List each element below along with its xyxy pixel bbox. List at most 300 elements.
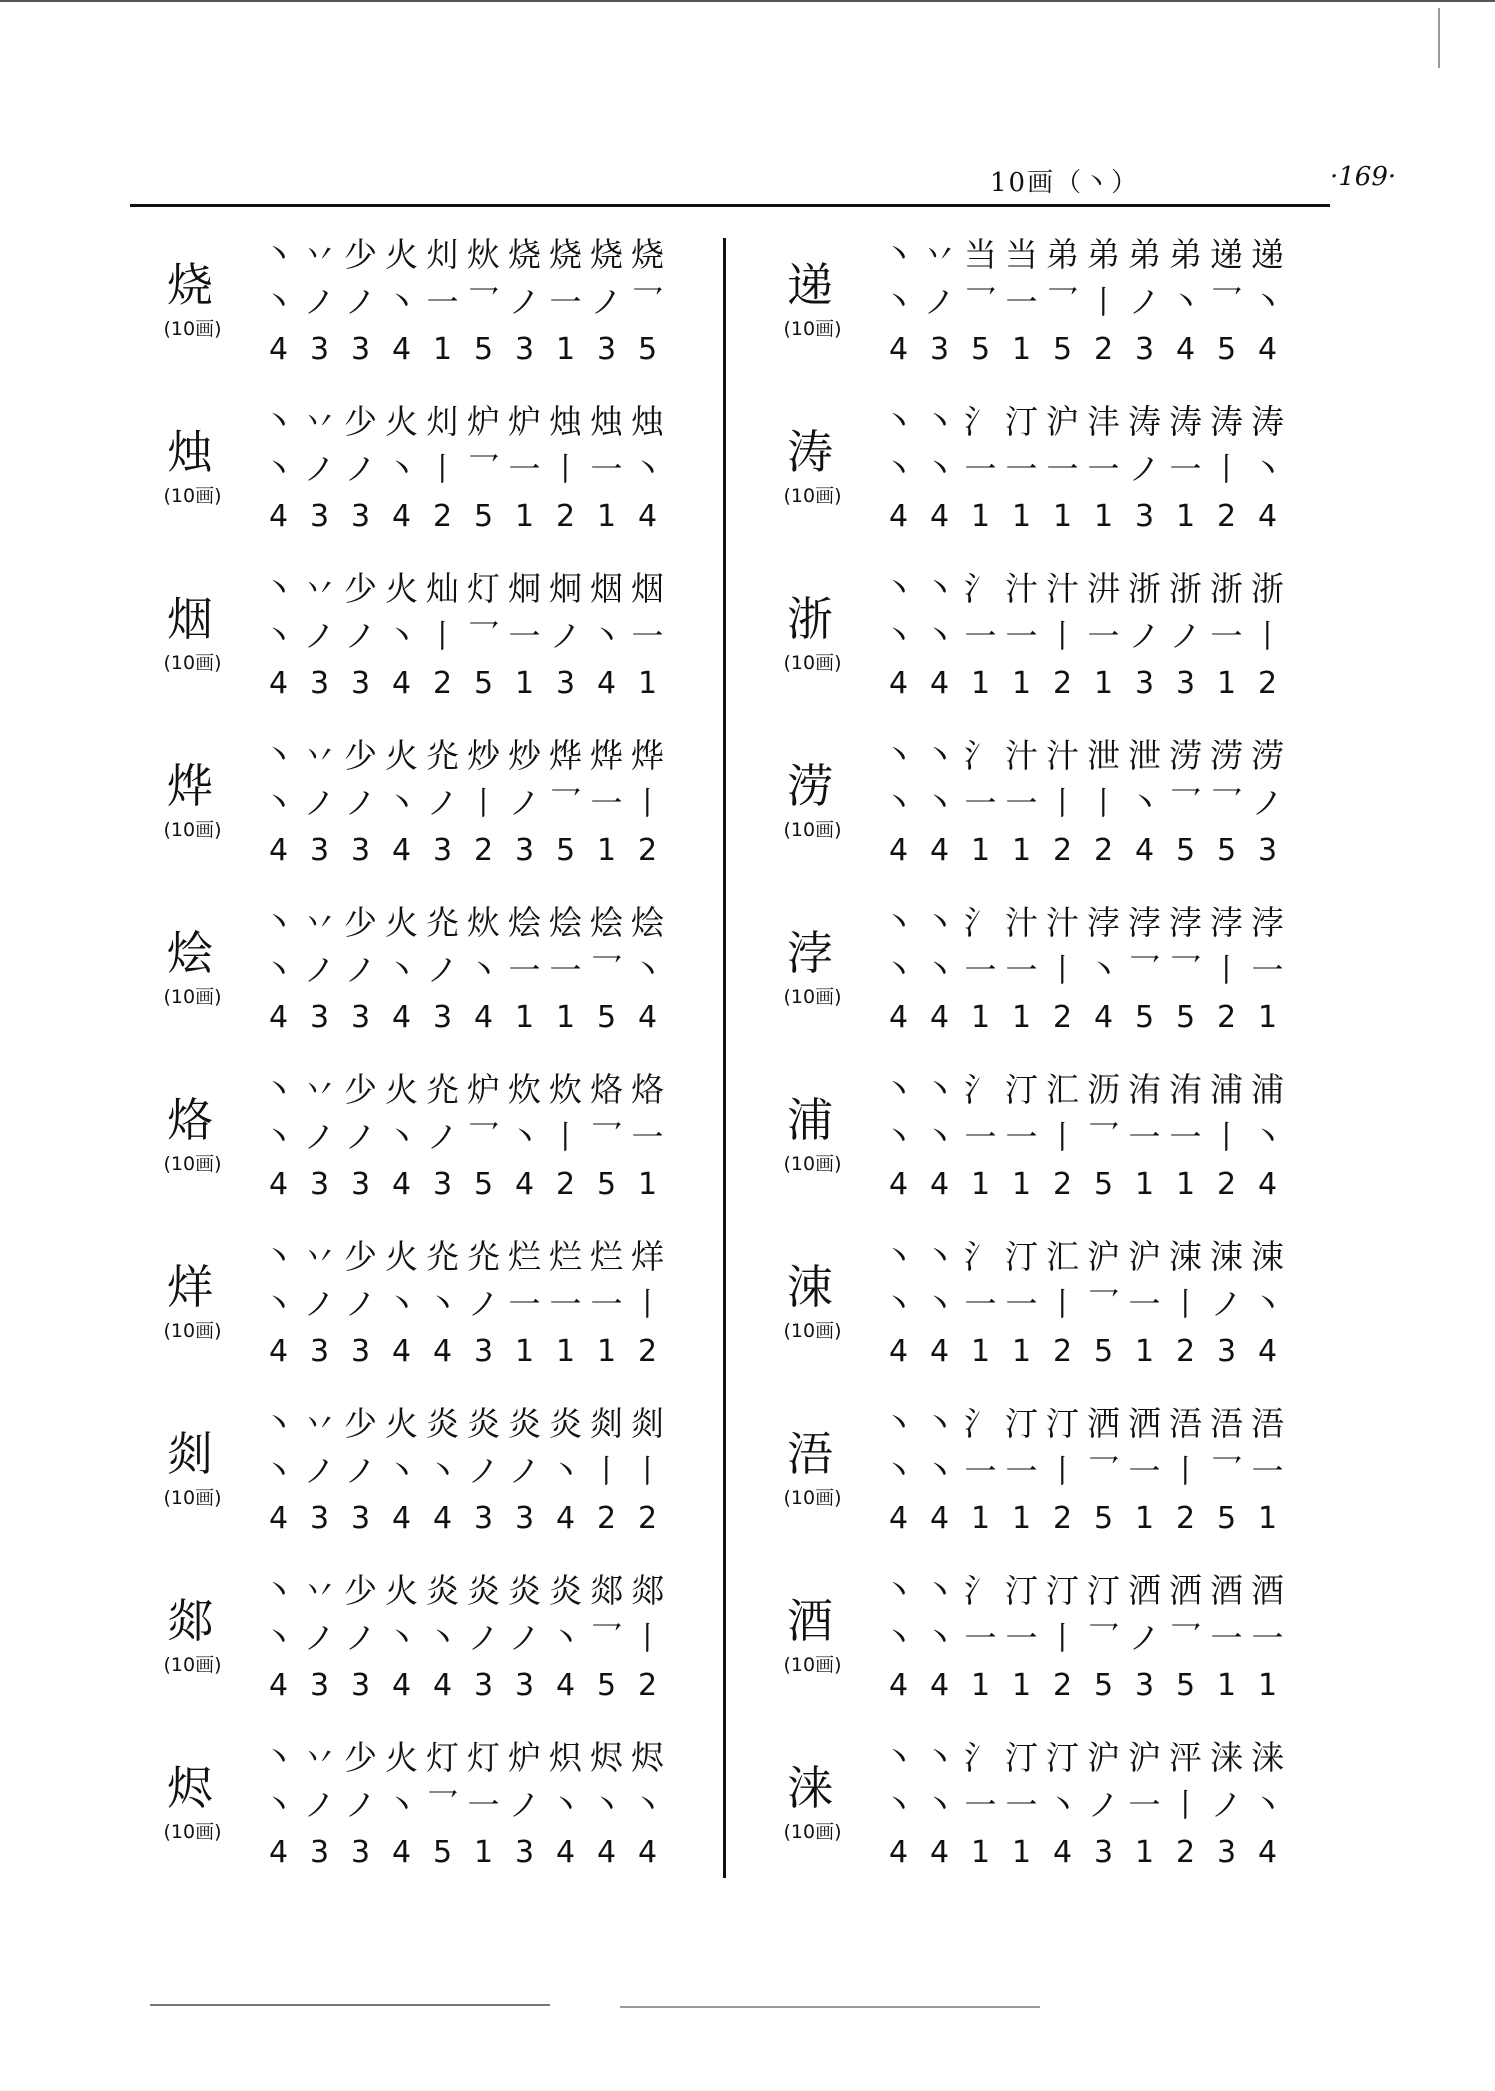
stroke-sequence-step: 烧	[631, 235, 664, 274]
stroke-number: 4	[929, 1334, 950, 1369]
stroke-number: 2	[596, 1501, 617, 1536]
stroke-number: 4	[888, 499, 909, 534]
stroke-shape-row	[258, 1449, 668, 1499]
stroke-shape: ノ	[508, 283, 541, 321]
stroke-number-row	[878, 495, 1288, 545]
entry-character: 涞	[787, 1761, 833, 1815]
stroke-sequence-step: 烩	[631, 903, 664, 942]
stroke-number-row	[878, 1330, 1288, 1380]
stroke-number: 3	[1216, 1835, 1237, 1870]
stroke-sequence-step: 丷	[303, 402, 336, 441]
stroke-shape: 乛	[1210, 1452, 1243, 1490]
stroke-sequence-step: 火	[385, 736, 418, 775]
stroke-shape: 丨	[1210, 450, 1243, 488]
stroke-sequence-step: 灯	[467, 1738, 500, 1777]
stroke-shape: 一	[1005, 1786, 1038, 1824]
stroke-sequence-step: 烨	[590, 736, 623, 775]
stroke-sequence-step: 烨	[631, 736, 664, 775]
stroke-number: 5	[1216, 833, 1237, 868]
stroke-shape: 乛	[467, 617, 500, 655]
entry-character: 烬	[167, 1761, 213, 1815]
stroke-shape: ノ	[1210, 1285, 1243, 1323]
entry-character: 烊	[167, 1260, 213, 1314]
left-column	[140, 222, 700, 1892]
stroke-number-row	[878, 1497, 1288, 1547]
entry-character: 涛	[787, 425, 833, 479]
stroke-sequence-step: 炎	[467, 1571, 500, 1610]
stroke-number: 3	[514, 833, 535, 868]
stroke-shape: ノ	[303, 1619, 336, 1657]
stroke-sequence-step: 沪	[1087, 1738, 1120, 1777]
stroke-shape: 一	[964, 617, 997, 655]
stroke-shape: ノ	[467, 1285, 500, 1323]
entry-character: 递	[787, 258, 833, 312]
stroke-shape: ノ	[1251, 784, 1284, 822]
char-entry	[140, 556, 700, 723]
stroke-sequence-step: 涛	[1210, 402, 1243, 441]
stroke-sequence-step: 烬	[631, 1738, 664, 1777]
stroke-number: 1	[970, 1167, 991, 1202]
stroke-sequence-step: 汁	[1005, 569, 1038, 608]
entry-character: 烨	[167, 759, 213, 813]
stroke-number: 3	[350, 499, 371, 534]
stroke-shape: 一	[549, 951, 582, 989]
stroke-shape: ノ	[344, 1118, 377, 1156]
char-entry	[140, 1391, 700, 1558]
stroke-sequence-row	[878, 399, 1288, 449]
stroke-sequence-step: 火	[385, 1571, 418, 1610]
stroke-sequence-step: 灮	[426, 736, 459, 775]
stroke-sequence-step: 弟	[1128, 235, 1161, 274]
stroke-sequence-step: 浙	[1169, 569, 1202, 608]
stroke-sequence-step: 灲	[426, 402, 459, 441]
stroke-number: 5	[432, 1835, 453, 1870]
stroke-sequence-step: 丶	[882, 903, 915, 942]
stroke-number: 3	[432, 1167, 453, 1202]
stroke-number: 2	[1093, 332, 1114, 367]
stroke-sequence-step: 丶	[923, 1738, 956, 1777]
stroke-count-label: (10画)	[783, 652, 842, 674]
stroke-sequence-step: 汀	[1046, 1571, 1079, 1610]
stroke-count-label: (10画)	[783, 819, 842, 841]
stroke-shape: ノ	[426, 784, 459, 822]
stroke-count-label: (10画)	[163, 485, 222, 507]
stroke-count-label: (10画)	[163, 318, 222, 340]
stroke-sequence-step: 洧	[1128, 1070, 1161, 1109]
stroke-number: 1	[1175, 1167, 1196, 1202]
stroke-sequence-step: 氵	[964, 1571, 997, 1610]
stroke-shape: 丶	[262, 951, 295, 989]
stroke-number: 3	[350, 1835, 371, 1870]
stroke-number: 4	[432, 1668, 453, 1703]
stroke-number: 1	[555, 332, 576, 367]
stroke-shape: 一	[964, 1786, 997, 1824]
stroke-count-label: (10画)	[783, 1654, 842, 1676]
stroke-shape: 丶	[385, 1619, 418, 1657]
stroke-number: 4	[1093, 1000, 1114, 1035]
stroke-shape: 丶	[923, 1285, 956, 1323]
stroke-shape: ノ	[303, 1452, 336, 1490]
stroke-sequence-step: 丶	[882, 1070, 915, 1109]
stroke-number: 1	[1011, 332, 1032, 367]
stroke-shape: 丶	[508, 1118, 541, 1156]
stroke-number: 4	[391, 1167, 412, 1202]
stroke-sequence-step: 烟	[590, 569, 623, 608]
stroke-sequence-step: 涝	[1210, 736, 1243, 775]
stroke-number: 1	[514, 666, 535, 701]
stroke-sequence-step: 氵	[964, 1237, 997, 1276]
stroke-number: 5	[1093, 1668, 1114, 1703]
stroke-shape-row	[878, 280, 1288, 330]
stroke-shape: 乛	[590, 1118, 623, 1156]
stroke-shape: 丶	[385, 784, 418, 822]
stroke-sequence-step: 浦	[1210, 1070, 1243, 1109]
stroke-number: 3	[1134, 499, 1155, 534]
stroke-shape: ノ	[508, 1619, 541, 1657]
stroke-sequence-step: 酒	[1210, 1571, 1243, 1610]
stroke-shape-row	[258, 1115, 668, 1165]
stroke-number: 5	[1093, 1501, 1114, 1536]
stroke-sequence-step: 少	[344, 235, 377, 274]
stroke-shape: 乛	[964, 283, 997, 321]
stroke-shape: 丨	[1046, 1619, 1079, 1657]
stroke-number: 1	[596, 833, 617, 868]
stroke-number: 1	[1216, 666, 1237, 701]
stroke-number: 1	[1134, 1501, 1155, 1536]
stroke-shape: ノ	[1128, 1619, 1161, 1657]
stroke-shape: 一	[1005, 283, 1038, 321]
stroke-shape: ノ	[344, 283, 377, 321]
stroke-shape-row	[258, 447, 668, 497]
stroke-shape: 丶	[882, 951, 915, 989]
stroke-number: 4	[888, 666, 909, 701]
stroke-shape: 丶	[262, 1285, 295, 1323]
stroke-sequence-step: 丶	[882, 1237, 915, 1276]
entry-character: 烙	[167, 1093, 213, 1147]
stroke-shape-row	[878, 948, 1288, 998]
stroke-shape: 一	[964, 450, 997, 488]
stroke-number: 4	[514, 1167, 535, 1202]
stroke-number: 3	[350, 1167, 371, 1202]
stroke-sequence-row	[878, 1735, 1288, 1785]
stroke-number: 2	[1175, 1835, 1196, 1870]
stroke-shape-row	[878, 1282, 1288, 1332]
stroke-sequence-step: 丶	[923, 402, 956, 441]
stroke-shape-row	[878, 1115, 1288, 1165]
stroke-sequence-step: 当	[964, 235, 997, 274]
stroke-number: 1	[1011, 1668, 1032, 1703]
stroke-number: 5	[473, 332, 494, 367]
stroke-sequence-row	[258, 566, 668, 616]
stroke-sequence-step: 涑	[1251, 1237, 1284, 1276]
stroke-sequence-step: 汀	[1005, 1070, 1038, 1109]
stroke-shape: 丶	[385, 617, 418, 655]
right-column	[760, 222, 1320, 1892]
stroke-sequence-step: 炉	[467, 1070, 500, 1109]
stroke-number: 1	[1175, 499, 1196, 534]
stroke-sequence-step: 火	[385, 1404, 418, 1443]
stroke-sequence-step: 少	[344, 1404, 377, 1443]
stroke-sequence-step: 灮	[467, 1237, 500, 1276]
stroke-number: 3	[929, 332, 950, 367]
stroke-sequence-step: 少	[344, 402, 377, 441]
stroke-number: 4	[929, 1167, 950, 1202]
stroke-sequence-step: 丶	[923, 1571, 956, 1610]
stroke-sequence-step: 火	[385, 235, 418, 274]
entry-character: 烟	[167, 592, 213, 646]
stroke-sequence-step: 汁	[1046, 903, 1079, 942]
stroke-sequence-step: 烛	[631, 402, 664, 441]
stroke-shape: 乛	[590, 1619, 623, 1657]
stroke-sequence-step: 丶	[923, 1237, 956, 1276]
stroke-sequence-row	[258, 1568, 668, 1618]
stroke-number: 1	[473, 1835, 494, 1870]
stroke-sequence-step: 丷	[303, 1738, 336, 1777]
stroke-number: 4	[1257, 1835, 1278, 1870]
stroke-shape: 丨	[1046, 1285, 1079, 1323]
stroke-sequence-step: 氵	[964, 736, 997, 775]
stroke-sequence-step: 炊	[549, 1070, 582, 1109]
header-rule	[130, 204, 1330, 207]
stroke-number: 3	[309, 1668, 330, 1703]
stroke-number: 2	[637, 1334, 658, 1369]
stroke-shape: 丶	[1251, 450, 1284, 488]
stroke-number: 1	[1257, 1000, 1278, 1035]
stroke-number-row	[258, 1330, 668, 1380]
stroke-count-label: (10画)	[163, 1654, 222, 1676]
stroke-number: 2	[1052, 1501, 1073, 1536]
stroke-shape: 一	[1005, 450, 1038, 488]
stroke-shape: ノ	[344, 1786, 377, 1824]
stroke-shape: ノ	[508, 784, 541, 822]
stroke-shape: 一	[1251, 1452, 1284, 1490]
stroke-shape: 丶	[882, 1452, 915, 1490]
stroke-number: 1	[1011, 1000, 1032, 1035]
stroke-sequence-step: 灮	[426, 903, 459, 942]
stroke-sequence-step: 丶	[262, 1738, 295, 1777]
stroke-shape: 丶	[1251, 1118, 1284, 1156]
stroke-number: 3	[1093, 1835, 1114, 1870]
stroke-sequence-step: 剡	[590, 1404, 623, 1443]
stroke-number: 1	[1134, 1835, 1155, 1870]
stroke-number: 1	[514, 499, 535, 534]
stroke-sequence-step: 丶	[882, 235, 915, 274]
stroke-number: 2	[1052, 666, 1073, 701]
stroke-number: 2	[637, 1668, 658, 1703]
stroke-shape: 丨	[631, 784, 664, 822]
stroke-number: 3	[514, 332, 535, 367]
stroke-sequence-row	[258, 1401, 668, 1451]
stroke-number: 4	[888, 1835, 909, 1870]
stroke-sequence-step: 弟	[1087, 235, 1120, 274]
stroke-number: 4	[391, 1835, 412, 1870]
stroke-number: 4	[929, 1000, 950, 1035]
stroke-sequence-step: 烙	[631, 1070, 664, 1109]
stroke-number: 5	[596, 1000, 617, 1035]
footer-rule	[620, 2006, 1040, 2008]
stroke-shape: 丨	[1046, 951, 1079, 989]
stroke-number: 4	[596, 666, 617, 701]
stroke-sequence-step: 浙	[1128, 569, 1161, 608]
stroke-shape: 一	[1005, 951, 1038, 989]
stroke-shape: 一	[1087, 450, 1120, 488]
stroke-number: 1	[555, 1000, 576, 1035]
stroke-shape: ノ	[467, 1619, 500, 1657]
stroke-shape: 丨	[1046, 1452, 1079, 1490]
stroke-sequence-step: 炉	[508, 402, 541, 441]
stroke-sequence-step: 炏	[467, 235, 500, 274]
stroke-shape: 丶	[590, 617, 623, 655]
stroke-shape: 一	[590, 784, 623, 822]
stroke-sequence-step: 丶	[923, 1404, 956, 1443]
stroke-sequence-step: 浙	[1251, 569, 1284, 608]
stroke-shape: 丶	[882, 617, 915, 655]
stroke-sequence-row	[878, 1067, 1288, 1117]
stroke-number: 3	[350, 1334, 371, 1369]
stroke-number: 2	[1216, 499, 1237, 534]
stroke-count-label: (10画)	[163, 1320, 222, 1342]
stroke-count-label: (10画)	[163, 1821, 222, 1843]
stroke-sequence-step: 丷	[303, 736, 336, 775]
stroke-number: 4	[888, 833, 909, 868]
entry-character: 浙	[787, 592, 833, 646]
stroke-shape: 乛	[467, 450, 500, 488]
stroke-shape: 一	[964, 951, 997, 989]
stroke-shape: ノ	[508, 1786, 541, 1824]
stroke-shape: 丶	[549, 1786, 582, 1824]
stroke-number: 4	[1257, 1334, 1278, 1369]
stroke-sequence-step: 丶	[262, 1404, 295, 1443]
stroke-sequence-step: 少	[344, 736, 377, 775]
stroke-shape: 丶	[1046, 1786, 1079, 1824]
char-entry	[760, 556, 1320, 723]
stroke-sequence-step: 烂	[549, 1237, 582, 1276]
stroke-number: 4	[555, 1501, 576, 1536]
char-entry	[760, 723, 1320, 890]
stroke-number: 3	[555, 666, 576, 701]
stroke-shape: 丶	[385, 1285, 418, 1323]
stroke-sequence-step: 沪	[1128, 1738, 1161, 1777]
stroke-number: 1	[1093, 499, 1114, 534]
stroke-number: 1	[970, 1668, 991, 1703]
stroke-sequence-step: 火	[385, 569, 418, 608]
stroke-shape: 丶	[467, 951, 500, 989]
stroke-shape: 丶	[1251, 1786, 1284, 1824]
stroke-sequence-step: 浙	[1210, 569, 1243, 608]
stroke-shape: 丶	[426, 1452, 459, 1490]
stroke-sequence-step: 丷	[923, 235, 956, 274]
stroke-sequence-step: 丷	[303, 1571, 336, 1610]
char-entry	[760, 890, 1320, 1057]
stroke-sequence-step: 灿	[426, 569, 459, 608]
stroke-shape: 乛	[1210, 283, 1243, 321]
stroke-sequence-step: 沪	[1046, 402, 1079, 441]
stroke-number: 4	[888, 1167, 909, 1202]
stroke-shape: ノ	[1087, 1786, 1120, 1824]
stroke-shape: 一	[1046, 450, 1079, 488]
stroke-shape-row	[258, 614, 668, 664]
stroke-sequence-step: 汀	[1046, 1738, 1079, 1777]
stroke-number: 4	[1052, 1835, 1073, 1870]
stroke-sequence-step: 烩	[508, 903, 541, 942]
stroke-count-label: (10画)	[783, 485, 842, 507]
stroke-shape: 一	[590, 450, 623, 488]
stroke-shape-row	[258, 1616, 668, 1666]
stroke-shape: 丶	[923, 1619, 956, 1657]
char-entry	[760, 1558, 1320, 1725]
stroke-sequence-step: 烛	[549, 402, 582, 441]
stroke-shape: 一	[1251, 1619, 1284, 1657]
stroke-count-label: (10画)	[783, 986, 842, 1008]
stroke-shape: 一	[508, 1285, 541, 1323]
stroke-number: 1	[1257, 1668, 1278, 1703]
stroke-sequence-step: 丶	[262, 402, 295, 441]
stroke-sequence-step: 浯	[1251, 1404, 1284, 1443]
stroke-shape: 丶	[923, 450, 956, 488]
stroke-number: 2	[1216, 1000, 1237, 1035]
stroke-number: 3	[1257, 833, 1278, 868]
stroke-shape-row	[258, 280, 668, 330]
stroke-number: 4	[555, 1835, 576, 1870]
stroke-number: 1	[1011, 1167, 1032, 1202]
stroke-number: 2	[555, 499, 576, 534]
stroke-sequence-step: 丶	[882, 1404, 915, 1443]
entry-character: 烛	[167, 425, 213, 479]
stroke-number: 5	[1216, 1501, 1237, 1536]
stroke-shape-row	[878, 614, 1288, 664]
entry-character: 烧	[167, 258, 213, 312]
stroke-sequence-step: 沣	[1087, 402, 1120, 441]
stroke-shape: 丨	[1251, 617, 1284, 655]
scan-top-edge	[0, 0, 1495, 2]
stroke-sequence-step: 烂	[590, 1237, 623, 1276]
stroke-shape: 丨	[1210, 951, 1243, 989]
stroke-shape: 丶	[1087, 951, 1120, 989]
stroke-shape: 乛	[426, 1786, 459, 1824]
stroke-sequence-step: 丶	[882, 402, 915, 441]
stroke-shape: 丶	[385, 1786, 418, 1824]
stroke-shape: 一	[1128, 1452, 1161, 1490]
stroke-number: 2	[1175, 1501, 1196, 1536]
stroke-number: 4	[268, 1167, 289, 1202]
stroke-number: 4	[929, 1501, 950, 1536]
stroke-shape: ノ	[344, 617, 377, 655]
stroke-number: 3	[309, 1334, 330, 1369]
stroke-shape: ノ	[426, 951, 459, 989]
stroke-shape: 丨	[426, 617, 459, 655]
stroke-number: 4	[888, 1668, 909, 1703]
stroke-shape: 乛	[631, 283, 664, 321]
stroke-number: 4	[391, 1334, 412, 1369]
stroke-number: 3	[1134, 666, 1155, 701]
stroke-number: 4	[391, 1501, 412, 1536]
stroke-number: 1	[596, 1334, 617, 1369]
stroke-number: 4	[391, 499, 412, 534]
stroke-number: 1	[1257, 1501, 1278, 1536]
stroke-sequence-row	[258, 1067, 668, 1117]
stroke-number: 2	[473, 833, 494, 868]
stroke-sequence-step: 汫	[1087, 569, 1120, 608]
char-entry	[760, 222, 1320, 389]
stroke-number: 2	[1052, 833, 1073, 868]
stroke-number: 2	[1052, 1000, 1073, 1035]
stroke-sequence-step: 丶	[923, 569, 956, 608]
stroke-shape: 丶	[385, 283, 418, 321]
entry-character: 剡	[167, 1427, 213, 1481]
stroke-number: 4	[637, 1000, 658, 1035]
stroke-sequence-step: 氵	[964, 903, 997, 942]
stroke-shape: 丶	[882, 283, 915, 321]
